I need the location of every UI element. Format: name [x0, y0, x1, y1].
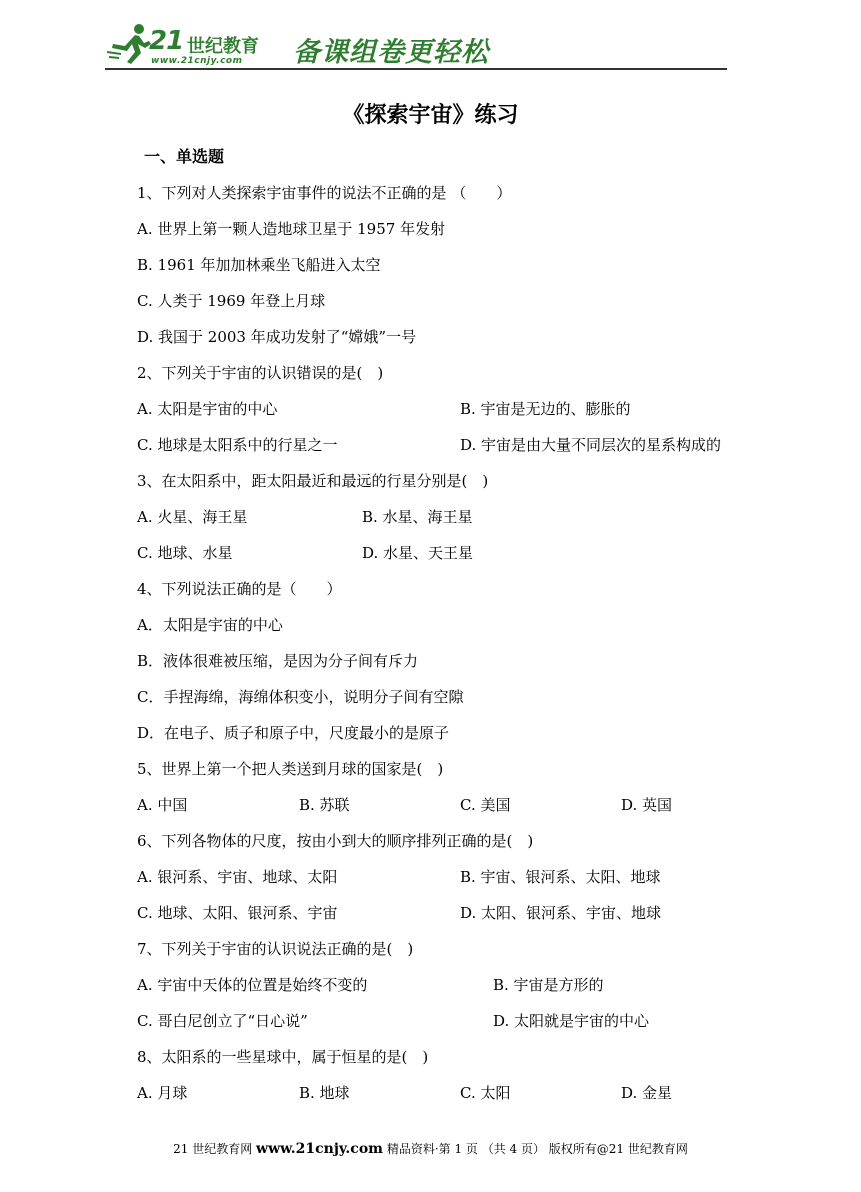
question-2-option-b: B. 宇宙是无边的、膨胀的	[460, 400, 631, 418]
question-3-stem: 3、在太阳系中，距太阳最近和最远的行星分别是( )	[137, 472, 489, 490]
question-2-option-c: C. 地球是太阳系中的行星之一	[137, 436, 338, 454]
footer-info: 精品资料·第 1 页 （共 4 页） 版权所有@21 世纪教育网	[386, 1142, 688, 1156]
question-1-option-c: C. 人类于 1969 年登上月球	[137, 292, 326, 310]
footer-site-name: 21 世纪教育网	[173, 1142, 253, 1156]
page-header	[105, 22, 727, 72]
header-divider	[105, 68, 727, 70]
header-slogan: 备课组卷更轻松	[293, 37, 489, 68]
question-6-stem: 6、下列各物体的尺度，按由小到大的顺序排列正确的是( )	[137, 832, 534, 850]
question-6-option-d: D. 太阳、银河系、宇宙、地球	[460, 904, 662, 922]
question-7-option-b: B. 宇宙是方形的	[493, 976, 604, 994]
question-6-option-b: B. 宇宙、银河系、太阳、地球	[460, 868, 661, 886]
question-2-option-a: A. 太阳是宇宙的中心	[137, 400, 278, 418]
runner-logo-icon	[105, 22, 155, 66]
section-heading: 一、单选题	[144, 147, 225, 166]
question-8-stem: 8、太阳系的一些星球中，属于恒星的是( )	[137, 1048, 429, 1066]
question-3-option-d: D. 水星、天王星	[362, 544, 474, 562]
question-3-option-c: C. 地球、水星	[137, 544, 233, 562]
question-7-stem: 7、下列关于宇宙的认识说法正确的是( )	[137, 940, 414, 958]
question-3-option-b: B. 水星、海王星	[362, 508, 473, 526]
question-4-stem: 4、下列说法正确的是（ ）	[137, 580, 342, 598]
question-7-option-a: A. 宇宙中天体的位置是始终不变的	[137, 976, 368, 994]
question-6-option-c: C. 地球、太阳、银河系、宇宙	[137, 904, 338, 922]
logo-chinese: 世纪教育	[187, 36, 259, 57]
question-2-stem: 2、下列关于宇宙的认识错误的是( )	[137, 364, 384, 382]
question-4-option-b: B．液体很难被压缩，是因为分子间有斥力	[137, 652, 419, 670]
footer-site-url[interactable]: www.21cnjy.com	[256, 1141, 383, 1157]
question-8-option-b: B. 地球	[299, 1084, 350, 1102]
question-6-option-a: A. 银河系、宇宙、地球、太阳	[137, 868, 338, 886]
question-8-option-d: D. 金星	[621, 1084, 673, 1102]
question-1-option-b: B. 1961 年加加林乘坐飞船进入太空	[137, 256, 381, 274]
question-7-option-c: C. 哥白尼创立了“日心说”	[137, 1012, 308, 1030]
question-5-option-a: A. 中国	[137, 796, 188, 814]
question-7-option-d: D. 太阳就是宇宙的中心	[493, 1012, 650, 1030]
question-1-option-a: A. 世界上第一颗人造地球卫星于 1957 年发射	[137, 220, 446, 238]
question-1-option-d: D. 我国于 2003 年成功发射了“嫦娥”一号	[137, 328, 417, 346]
question-3-option-a: A. 火星、海王星	[137, 508, 248, 526]
question-8-option-a: A. 月球	[137, 1084, 188, 1102]
question-5-option-d: D. 英国	[621, 796, 673, 814]
logo-url: www.21cnjy.com	[151, 56, 243, 66]
page-footer	[0, 1140, 861, 1157]
question-2-option-d: D. 宇宙是由大量不同层次的星系构成的	[460, 436, 722, 454]
question-4-option-c: C．手捏海绵，海绵体积变小，说明分子间有空隙	[137, 688, 464, 706]
question-8-option-c: C. 太阳	[460, 1084, 511, 1102]
page-title: 《探索宇宙》练习	[342, 102, 519, 128]
question-4-option-a: A．太阳是宇宙的中心	[137, 616, 283, 634]
question-5-option-b: B. 苏联	[299, 796, 350, 814]
question-5-stem: 5、世界上第一个把人类送到月球的国家是( )	[137, 760, 444, 778]
logo-number: 21	[149, 26, 184, 56]
question-1-stem: 1、下列对人类探索宇宙事件的说法不正确的是 （ ）	[137, 184, 512, 202]
question-5-option-c: C. 美国	[460, 796, 511, 814]
question-4-option-d: D．在电子、质子和原子中，尺度最小的是原子	[137, 724, 450, 742]
